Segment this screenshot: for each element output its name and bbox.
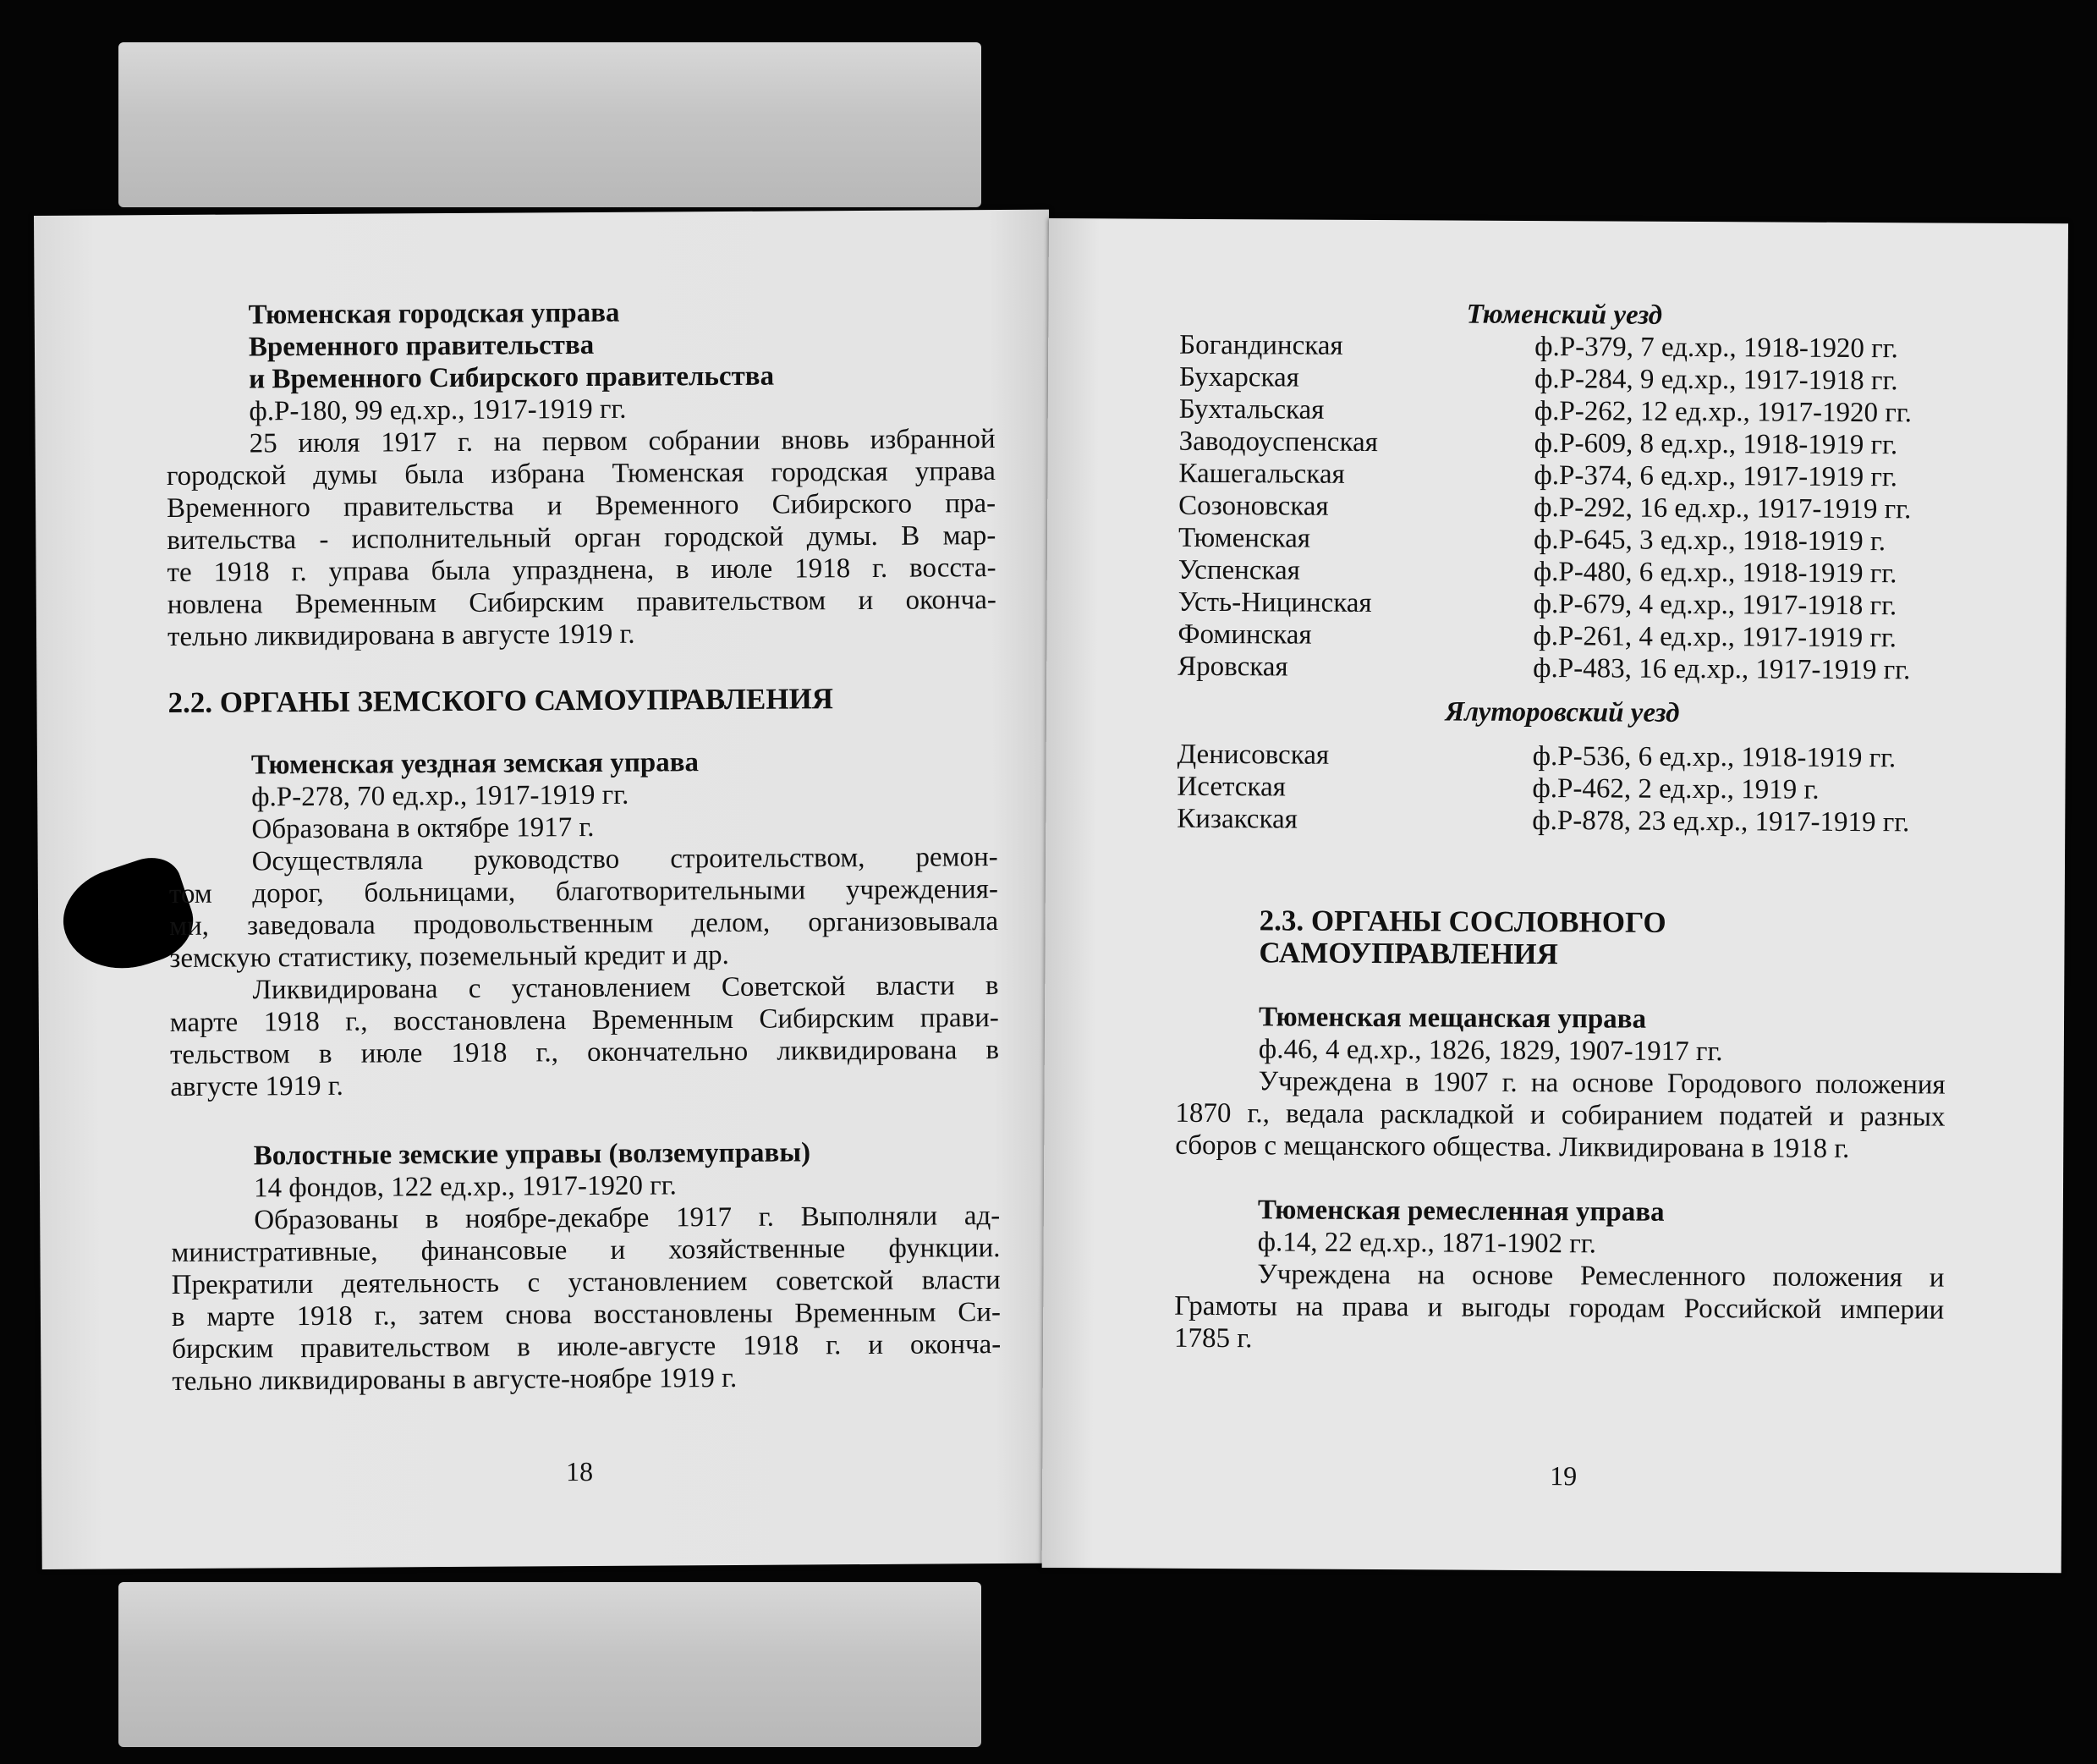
section-title-line: Тюменская городская управа: [248, 297, 620, 331]
volost-name: Денисовская: [1177, 739, 1330, 771]
text-line: Образованы в ноябре-декабре 1917 г. Выполняли ад-: [254, 1201, 1001, 1236]
text-line: августе 1919 г.: [170, 1070, 343, 1103]
section-heading: САМОУПРАВЛЕНИЯ: [1259, 936, 1558, 971]
text-line: 1870 г., ведала раскладкой и собиранием податей и разных: [1175, 1097, 1946, 1133]
text-line: 1785 г.: [1173, 1322, 1253, 1355]
section-title: Тюменская уездная земская управа: [250, 747, 700, 781]
section-heading: 2.3. ОРГАНЫ СОСЛОВНОГО: [1259, 904, 1666, 939]
section-title-line: и Временного Сибирского правительства: [249, 360, 775, 395]
fond-reference: ф.Р-180, 99 ед.хр., 1917-1919 гг.: [249, 393, 627, 427]
text-line: городской думы была избрана Тюменская городская управа: [166, 456, 996, 492]
volost-name: Кашегальская: [1178, 458, 1345, 490]
fond-row: [1177, 771, 1946, 807]
fond-row: [1178, 554, 1948, 591]
fond-reference: ф.Р-878, 23 ед.хр., 1917-1919 гг.: [1532, 805, 1910, 838]
foam-pad-top: [118, 42, 981, 207]
fond-reference: ф.Р-261, 4 ед.хр., 1917-1919 гг.: [1533, 621, 1897, 654]
volost-name: Кизакская: [1177, 803, 1298, 835]
fond-reference: ф.Р-536, 6 ед.хр., 1918-1919 гг.: [1532, 741, 1897, 774]
uezd-list-tyumen: [1178, 329, 1949, 687]
right-page: [1042, 218, 2068, 1573]
fond-row: [1178, 651, 1947, 687]
fond-reference: ф.Р-374, 6 ед.хр., 1917-1919 гг.: [1534, 460, 1898, 493]
text-line: Образована в октябре 1917 г.: [251, 811, 595, 845]
fond-reference: ф.Р-292, 16 ед.хр., 1917-1919 гг.: [1534, 492, 1912, 525]
text-line: 25 июля 1917 г. на первом собрании вновь избранной: [249, 424, 996, 459]
fond-reference: ф.Р-278, 70 ед.хр., 1917-1919 гг.: [251, 779, 629, 813]
uezd-list-yalutorovsk: [1177, 739, 1947, 839]
text-line: тельством в июле 1918 г., окончательно ликвидирована в: [169, 1035, 1000, 1071]
section-title: Тюменская мещанская управа: [1258, 1002, 1647, 1035]
text-line: марте 1918 г., восстановлена Временным Сибирским прави-: [169, 1003, 999, 1039]
fond-reference: ф.Р-262, 12 ед.хр., 1917-1920 гг.: [1534, 396, 1912, 429]
fond-reference: 14 фондов, 122 ед.хр., 1917-1920 гг.: [253, 1170, 677, 1204]
fond-row: [1179, 361, 1949, 398]
left-page-content: [166, 294, 1002, 1398]
fond-row: [1178, 458, 1948, 494]
fond-row: [1179, 329, 1949, 365]
text-line: бирским правительством в июле-августе 1918 г. и оконча-: [172, 1329, 1002, 1366]
volost-name: Тюменская: [1178, 522, 1311, 554]
fond-reference: ф.Р-462, 2 ед.хр., 1919 г.: [1532, 773, 1820, 805]
fond-row: [1179, 393, 1949, 430]
text-line: министративные, финансовые и хозяйственные функции.: [171, 1233, 1001, 1269]
fond-reference: ф.Р-645, 3 ед.хр., 1918-1919 г.: [1533, 525, 1886, 558]
fond-row: [1178, 586, 1948, 623]
fond-reference: ф.Р-284, 9 ед.хр., 1917-1918 гг.: [1534, 364, 1898, 397]
text-line: те 1918 г. управа была упразднена, в июле 1918 г. восста-: [167, 552, 996, 589]
volost-name: Заводоуспенская: [1178, 426, 1378, 459]
text-line: Осуществляла руководство строительством, ремон-: [251, 842, 998, 877]
fond-row: [1178, 618, 1947, 655]
text-line: том дорог, больницами, благотворительными учреждения-: [168, 874, 998, 910]
fond-row: [1178, 739, 1947, 775]
fond-row: [1179, 426, 1949, 462]
volost-name: Фоминская: [1178, 618, 1312, 651]
text-line: сборов с мещанского общества. Ликвидирована в 1918 г.: [1175, 1129, 1850, 1164]
text-line: тельно ликвидирована в августе 1919 г.: [167, 618, 635, 653]
volost-name: Исетская: [1177, 771, 1286, 803]
fond-reference: ф.Р-379, 7 ед.хр., 1918-1920 гг.: [1534, 332, 1898, 365]
fond-row: [1178, 522, 1948, 558]
text-line: Прекратили деятельность с установлением советской власти: [171, 1265, 1001, 1301]
fond-reference: ф.Р-480, 6 ед.хр., 1918-1919 гг.: [1533, 557, 1897, 590]
text-line: земскую статистику, поземельный кредит и др.: [169, 939, 729, 975]
section-title: Тюменская ремесленная управа: [1257, 1195, 1665, 1228]
fond-row: [1178, 490, 1948, 526]
uezd-title: Тюменский уезд: [1466, 299, 1663, 331]
text-line: вительства - исполнительный орган городской думы. В мар-: [167, 520, 996, 557]
text-line: тельно ликвидированы в августе-ноябре 1919 г.: [172, 1362, 738, 1398]
text-line: в марте 1918 г., затем снова восстановлены Временным Си-: [171, 1297, 1002, 1333]
fond-reference: ф.Р-483, 16 ед.хр., 1917-1919 гг.: [1533, 653, 1911, 686]
foam-pad-bottom: [118, 1582, 981, 1747]
fond-reference: ф.Р-679, 4 ед.хр., 1917-1918 гг.: [1533, 589, 1897, 622]
fond-reference: ф.14, 22 ед.хр., 1871-1902 гг.: [1257, 1227, 1596, 1260]
text-line: Учреждена на основе Ремесленного положения и: [1257, 1259, 1945, 1294]
text-line: Учреждена в 1907 г. на основе Городового положения: [1258, 1066, 1946, 1101]
section-title: Волостные земские управы (волземуправы): [253, 1137, 811, 1172]
volost-name: Бухарская: [1178, 361, 1299, 393]
page-number: 19: [1550, 1460, 1578, 1492]
section-heading: 2.2. ОРГАНЫ ЗЕМСКОГО САМОУПРАВЛЕНИЯ: [167, 682, 834, 720]
text-line: Грамоты на права и выгоды городам Российской империи: [1174, 1290, 1945, 1326]
volost-name: Богандинская: [1179, 329, 1343, 361]
fond-reference: ф.46, 4 ед.хр., 1826, 1829, 1907-1917 гг.: [1258, 1034, 1723, 1068]
section-title-line: Временного правительства: [248, 329, 595, 363]
fond-row: [1177, 803, 1946, 839]
volost-name: Созоновская: [1178, 490, 1329, 522]
text-line: Временного правительства и Временного Сибирского пра-: [167, 488, 996, 525]
volost-name: Успенская: [1178, 554, 1300, 586]
right-page-content: [1174, 297, 1950, 1359]
page-number: 18: [565, 1455, 594, 1487]
left-page: [34, 210, 1057, 1569]
volost-name: Бухтальская: [1178, 393, 1325, 426]
volost-name: Усть-Ницинская: [1178, 586, 1372, 619]
text-line: новлена Временным Сибирским правительством и оконча-: [167, 585, 996, 621]
text-line: ми, заведовала продовольственным делом, организовывала: [169, 906, 999, 942]
fond-reference: ф.Р-609, 8 ед.хр., 1918-1919 гг.: [1534, 428, 1898, 461]
volost-name: Яровская: [1178, 651, 1288, 683]
text-line: Ликвидирована с установлением Советской власти в: [252, 970, 999, 1006]
uezd-title: Ялуторовский уезд: [1445, 696, 1680, 728]
